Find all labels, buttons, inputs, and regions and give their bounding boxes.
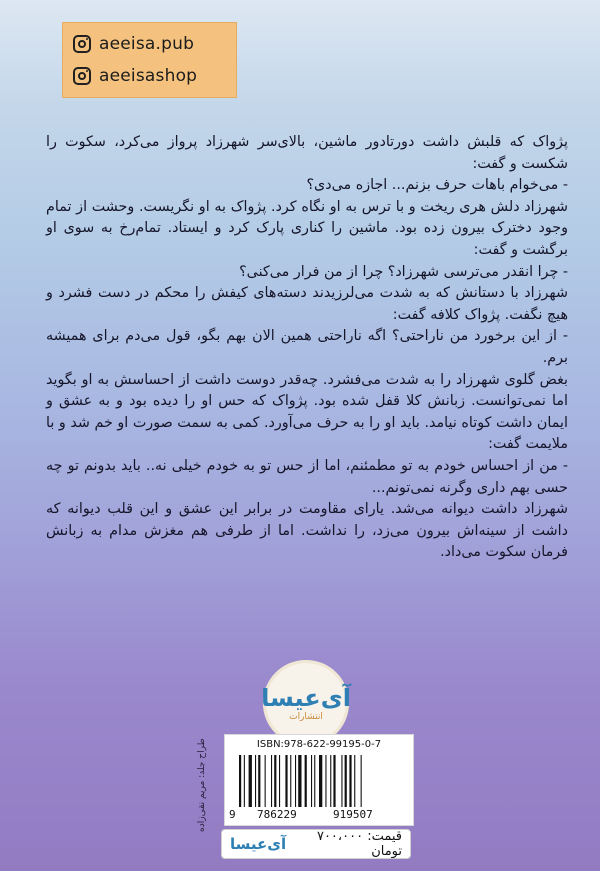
publisher-logo-sub: انتشارات bbox=[289, 712, 323, 722]
barcode-stripe bbox=[354, 755, 355, 807]
barcode-stripe bbox=[361, 755, 362, 807]
barcode-digits-right: 919507 bbox=[333, 808, 373, 821]
excerpt-paragraph: - می‌خوام باهات حرف بزنم... اجازه می‌دی؟ bbox=[306, 177, 568, 194]
barcode-stripe bbox=[345, 755, 347, 807]
excerpt-paragraph: شهرزاد با دستانش که به شدت می‌لرزیدند دسته‌های کیفش را محکم در دست فشرد و هیچ نگفت. پژواک کلافه گفت: bbox=[46, 285, 568, 323]
barcode-stripe bbox=[244, 755, 245, 807]
barcode-bars bbox=[239, 755, 399, 807]
instagram-handle-shop: aeeisashop bbox=[99, 66, 198, 86]
price-label: قیمت: ۷۰۰،۰۰۰ تومان bbox=[316, 829, 402, 859]
barcode-stripe bbox=[295, 755, 296, 807]
publisher-logo-mark: آی‌عیسا bbox=[261, 684, 351, 712]
barcode-stripe bbox=[305, 755, 307, 807]
barcode-digits-left: 786229 bbox=[257, 808, 297, 821]
barcode-stripe bbox=[314, 755, 315, 807]
barcode-stripe bbox=[290, 755, 291, 807]
barcode-stripe bbox=[279, 755, 280, 807]
back-cover-excerpt bbox=[46, 132, 568, 564]
barcode-stripe bbox=[255, 755, 256, 807]
barcode-stripe bbox=[265, 755, 266, 807]
barcode-stripe bbox=[330, 755, 331, 807]
barcode-stripe bbox=[311, 755, 312, 807]
cover-designer-credit: طراح جلد: مریم نقی‌زاده bbox=[197, 738, 207, 832]
barcode-stripe bbox=[258, 755, 260, 807]
excerpt-paragraph: بغض گلوی شهرزاد را به شدت می‌فشرد. چه‌قدر دوست داشت از احساسش به او بگوید اما نمی‌توانست. زبانش کلا قفل شده بود. پژواک که حس او را دیده بود و به عشق و ایمان داشت کوتاه نیامد. باید او را به حرف می‌آورد. کمی به سمت صورت او خم شد و با ملایمت گفت: bbox=[46, 371, 568, 453]
isbn-label: ISBN:978-622-99195-0-7 bbox=[256, 739, 382, 750]
social-row-pub bbox=[73, 31, 194, 57]
barcode-stripe bbox=[325, 755, 326, 807]
barcode-digit-lead: 9 bbox=[229, 808, 236, 821]
barcode-block bbox=[224, 734, 414, 826]
excerpt-paragraph: شهرزاد داشت دیوانه می‌شد. یارای مقاومت در برابر این عشق و این قلب دیوانه که داشت از سینه‌اش بیرون می‌زد، را نداشت. اما از طرفی هم مغزش مدام به زبانش فرمان سکوت می‌داد. bbox=[46, 501, 568, 561]
excerpt-paragraph: - چرا انقدر می‌ترسی شهرزاد؟ چرا از من فرار می‌کنی؟ bbox=[239, 263, 568, 280]
price-publisher-logo: آی‌عیسا bbox=[230, 835, 287, 853]
excerpt-paragraph: پژواک که قلبش داشت دورتادور ماشین، بالای‌سر شهرزاد پرواز می‌کرد، سکوت را شکست و گفت: bbox=[46, 134, 568, 172]
barcode-stripe bbox=[333, 755, 335, 807]
excerpt-paragraph: - از این برخورد من ناراحتی؟ اگه ناراحتی همین الان بهم بگو، قول می‌دم برای همیشه برم. bbox=[46, 328, 568, 366]
barcode-stripe bbox=[285, 755, 287, 807]
barcode-stripe bbox=[274, 755, 276, 807]
social-handles-box bbox=[62, 22, 237, 98]
barcode-stripe bbox=[271, 755, 272, 807]
excerpt-paragraph: - من از احساس خودم به تو مطمئنم، اما از حس تو به خودم خیلی نه.. باید بدونم تو چه حسی بهم داری وگرنه نمی‌تونم... bbox=[46, 457, 568, 496]
barcode-stripe bbox=[349, 755, 351, 807]
price-box bbox=[221, 829, 411, 859]
barcode-stripe bbox=[341, 755, 342, 807]
barcode-stripe bbox=[249, 755, 252, 807]
instagram-handle-pub: aeeisa.pub bbox=[99, 34, 195, 54]
barcode-stripe bbox=[239, 755, 241, 807]
barcode-stripe bbox=[298, 755, 301, 807]
instagram-icon bbox=[73, 67, 91, 85]
instagram-icon bbox=[73, 35, 91, 53]
barcode-stripe bbox=[319, 755, 322, 807]
excerpt-paragraph: شهرزاد دلش هری ریخت و با ترس به او نگاه کرد. پژواک به او نگریست. وحشت از تمام وجود دخترک بیرون زده بود. ماشین را کناری پارک کرد و ایستاد. تمام‌رخ به سوی او برگشت و گفت: bbox=[46, 198, 568, 258]
social-row-shop bbox=[73, 63, 197, 89]
